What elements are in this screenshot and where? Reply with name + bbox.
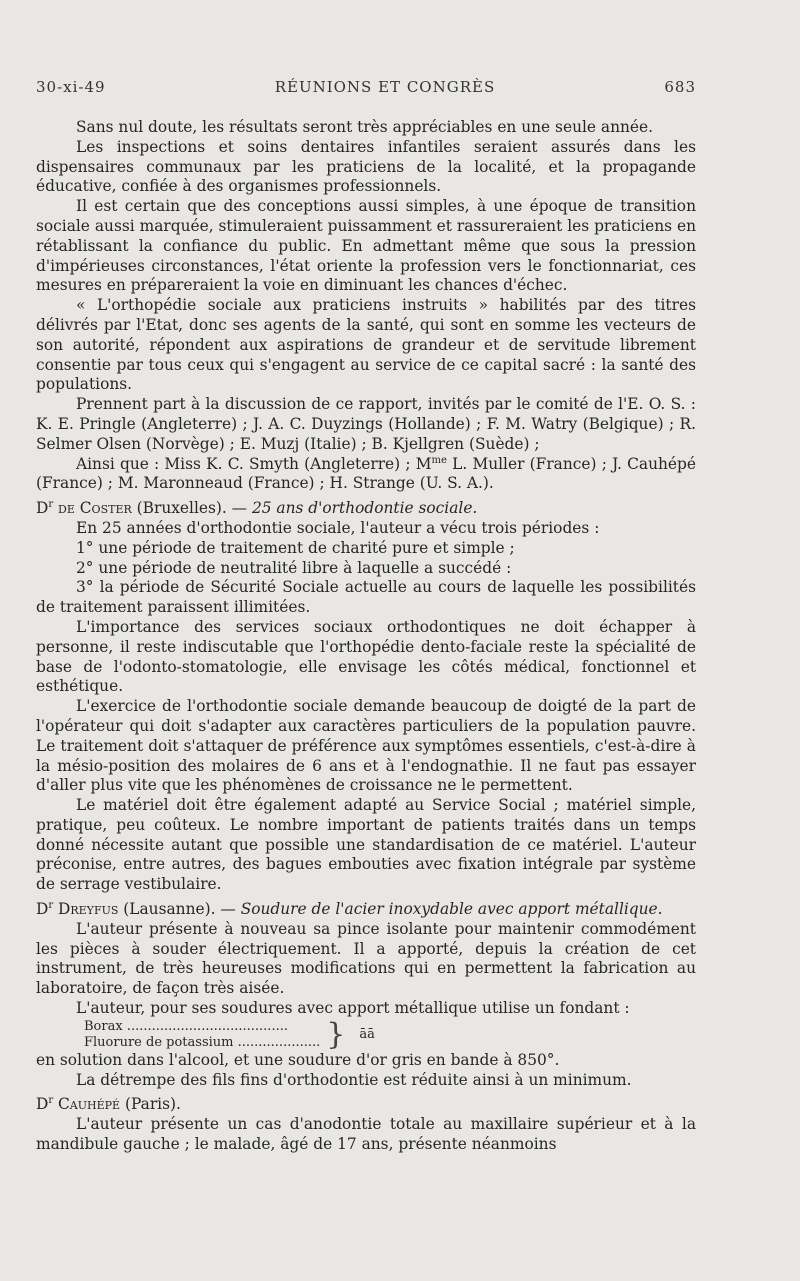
paragraph: Prennent part à la discussion de ce rapport, invités par le comité de l'E. O. S. : K. E. Pringle (Angleterre) ; J. A. C. Duyzings (Hollande) ; F. M. Watry (Belgique) ; R. Selmer Olsen (Norvège) ; E. Muzj (Italie) ; B. Kjellgren (Suède) ; bbox=[36, 395, 696, 453]
paragraph: Il est certain que des conceptions aussi simples, à une époque de transition sociale aussi marquée, stimuleraient puissamment et rassureraient les praticiens en rétablissant la confiance du public. En admettant même que sous la pression d'impérieuses circonstances, l'état oriente la profession vers le fonctionnariat, ces mesures en prépareraient la voie en diminuant les chances d'échec. bbox=[36, 197, 696, 295]
paragraph: 2° une période de neutralité libre à laquelle a succédé : bbox=[76, 558, 512, 577]
paragraph: L'auteur présente un cas d'anodontie totale au maxillaire supérieur et à la mandibule gauche ; le malade, âgé de 17 ans, présente néanmoins bbox=[36, 1115, 696, 1154]
paragraph: 3° la période de Sécurité Sociale actuelle au cours de laquelle les possibilités de traitement paraissent illimitées. bbox=[36, 578, 696, 617]
running-header bbox=[36, 78, 696, 96]
flux-formula bbox=[84, 1016, 696, 1052]
paragraph: L'auteur, pour ses soudures avec apport métallique utilise un fondant : bbox=[76, 999, 630, 1018]
paragraph: Le matériel doit être également adapté au Service Social ; matériel simple, pratique, peu coûteux. Le nombre important de patients traités dans un temps donné nécessite autant que possible une standardisation de ce matériel. L'auteur préconise, entre autres, des bagues embouties avec fixation intégrale par système de serrage vestibulaire. bbox=[36, 796, 696, 894]
formula-row-borax: Borax ....................................... bbox=[84, 1018, 288, 1034]
section-heading-de-coster: $D^r$ de Coster (Bruxelles). — 25 ans d'orthodontie sociale. bbox=[36, 499, 478, 518]
header-title: RÉUNIONS ET CONGRÈS bbox=[274, 78, 496, 96]
paragraph: En 25 années d'orthodontie sociale, l'auteur a vécu trois périodes : bbox=[76, 518, 600, 537]
section-heading-dreyfus: $D^r$ Dreyfus (Lausanne). — Soudure de l'acier inoxydable avec apport métallique. bbox=[36, 899, 663, 919]
brace-icon: } bbox=[326, 1016, 346, 1052]
article-body bbox=[36, 118, 696, 1155]
paragraph: L'exercice de l'orthodontie sociale demande beaucoup de doigté de la part de l'opérateur qui doit s'adapter aux caractères particuliers de la population pauvre. Le traitement doit s'attaquer de préférence aux symptômes essentiels, c'est-à-dire à la mésio-position des molaires de 6 ans et à l'endognathie. Il ne faut pas essayer d'aller plus vite que les phénomènes de croissance ne le permettent. bbox=[36, 697, 696, 795]
page-number: 683 bbox=[664, 78, 696, 96]
paragraph: La détrempe des fils fins d'orthodontie est réduite ainsi à un minimum. bbox=[76, 1070, 632, 1089]
formula-quantity: āā bbox=[359, 1026, 375, 1042]
paragraph: L'auteur présente à nouveau sa pince isolante pour maintenir commodément les pièces à souder électriquement. Il a apporté, depuis la création de cet instrument, de très heureuses modifications qui en permettent la fabrication au laboratoire, de façon très aisée. bbox=[36, 919, 696, 998]
section-heading-cauhepe: $D^r$ Cauhépé (Paris). bbox=[36, 1095, 181, 1114]
paragraph: Les inspections et soins dentaires infantiles seraient assurés dans les dispensaires communaux par les praticiens de la localité, et la propagande éducative, confiée à des organismes professionnels. bbox=[36, 137, 696, 196]
paragraph: L'importance des services sociaux orthodontiques ne doit échapper à personne, il reste indiscutable que l'orthopédie dento-faciale reste la spécialité de base de l'odonto-stomatologie, elle envisage les côtés médical, fonctionnel et esthétique. bbox=[36, 617, 696, 696]
paragraph-ainsi: Ainsi que : Miss K. C. Smyth (Angleterre) ; $M^{me}$ L. Muller (France) ; J. Cauhépé (France) ; M. Maronneaud (France) ; H. Strange (U. S. A.). bbox=[36, 454, 696, 493]
paragraph: Sans nul doute, les résultats seront très appréciables en une seule année. bbox=[76, 118, 654, 136]
formula-row-fluorure: Fluorure de potassium .................... bbox=[84, 1034, 321, 1050]
header-date: 30-xi-49 bbox=[36, 78, 106, 96]
paragraph: 1° une période de traitement de charité pure et simple ; bbox=[76, 538, 515, 557]
paragraph: en solution dans l'alcool, et une soudure d'or gris en bande à 850°. bbox=[36, 1050, 560, 1069]
paragraph: « L'orthopédie sociale aux praticiens instruits » habilités par des titres délivrés par l'Etat, donc ses agents de la santé, qui sont en somme les vecteurs de son autorité, répondent aux aspirations de grandeur et de servitude librement consentie par tous ceux qui s'engagent au service de ce capital sacré : la santé des populations. bbox=[36, 296, 696, 394]
